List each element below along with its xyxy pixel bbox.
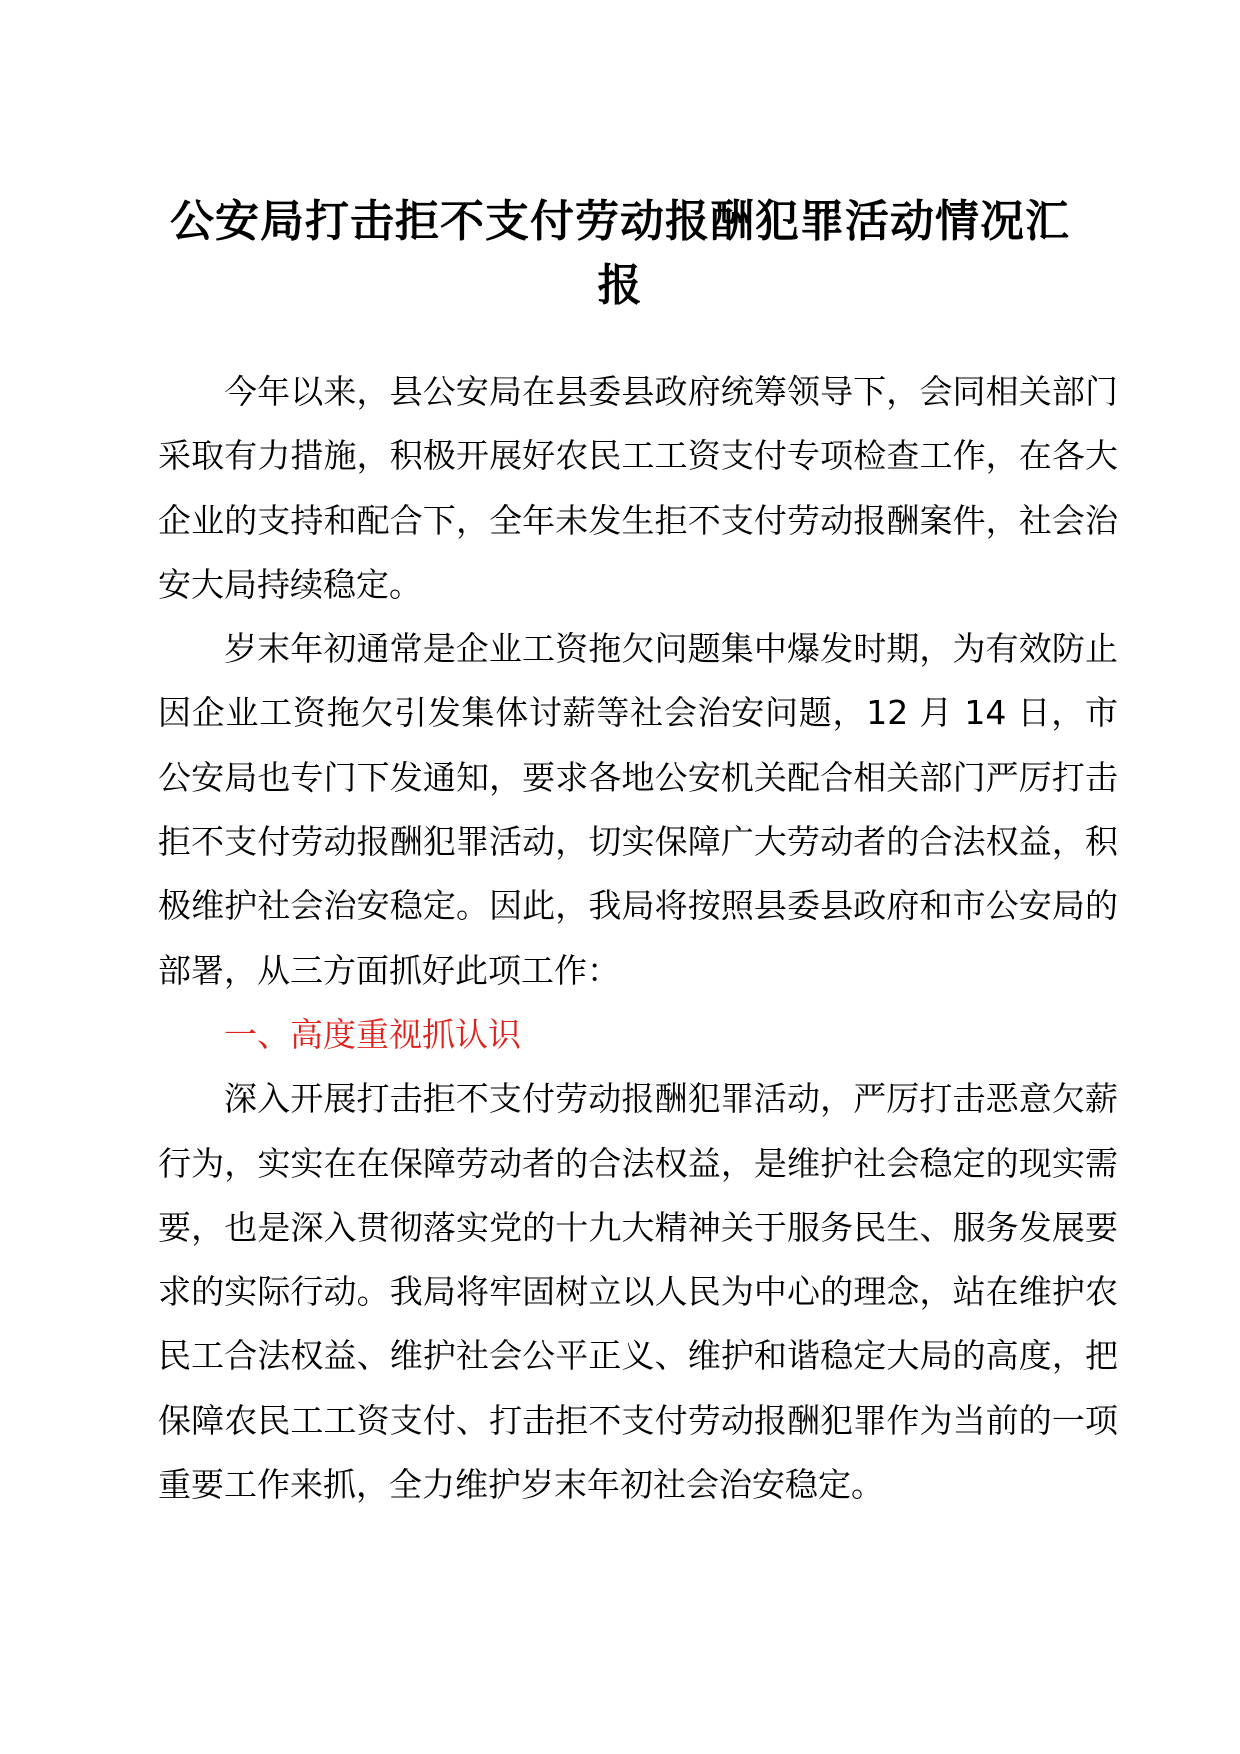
paragraph-section-1: 深入开展打击拒不支付劳动报酬犯罪活动，严厉打击恶意欠薪行为，实实在在保障劳动者的合法权益，是维护社会稳定的现实需要，也是深入贯彻落实党的十九大精神关于服务民生、服务发展要求的实际行动。我局将牢固树立以人民为中心的理念，站在维护农民工合法权益、维护社会公平正义、维护和谐稳定大局的高度，把保障农民工工资支付、打击拒不支付劳动报酬犯罪作为当前的一项重要工作来抓，全力维护岁末年初社会治安稳定。 xyxy=(158,1079,1118,1505)
paragraph-intro: 今年以来，县公安局在县委县政府统筹领导下，会同相关部门采取有力措施，积极开展好农民工工资支付专项检查工作，在各大企业的支持和配合下，全年未发生拒不支付劳动报酬案件，社会治安大局持续稳定。 xyxy=(158,372,1118,604)
document-title: 公安局打击拒不支付劳动报酬犯罪活动情况汇报 xyxy=(170,196,1070,311)
paragraph-background: 岁末年初通常是企业工资拖欠问题集中爆发时期，为有效防止因企业工资拖欠引发集体讨薪等社会治安问题，12 月 14 日，市公安局也专门下发通知，要求各地公安机关配合相关部门严厉打击拒不支付劳动报酬犯罪活动，切实保障广大劳动者的合法权益，积极维护社会治安稳定。因此，我局将按照县委县政府和市公安局的部署，从三方面抓好此项工作： xyxy=(158,629,1118,990)
section-heading: 一、高度重视抓认识 xyxy=(224,1014,521,1054)
document-body xyxy=(158,360,1118,1517)
